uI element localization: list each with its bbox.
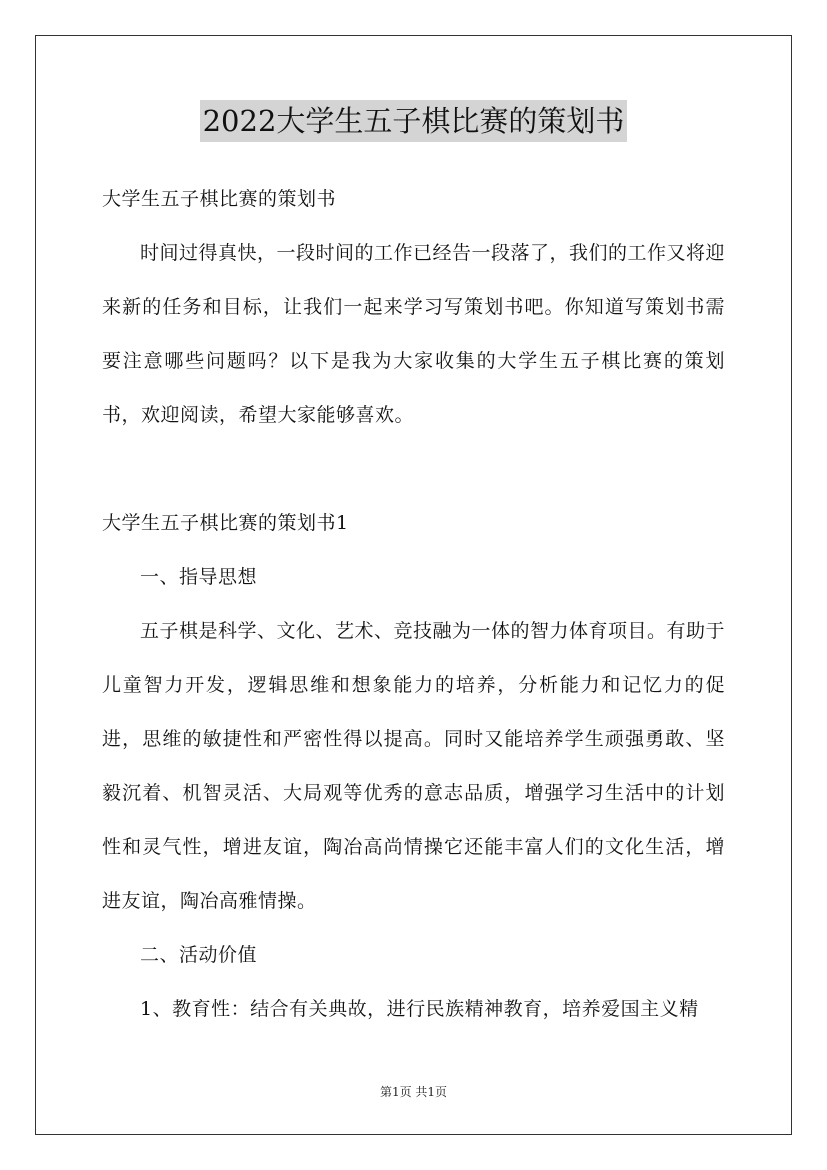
page-footer: 第1页 共1页	[379, 1085, 448, 1099]
document-title: 2022大学生五子棋比赛的策划书	[200, 100, 628, 142]
body-paragraph-educational: 1、教育性：结合有关典故，进行民族精神教育，培养爱国主义精	[140, 998, 699, 1020]
title-container	[0, 100, 827, 142]
heading-activity-value: 二、活动价值	[140, 944, 258, 966]
document-body	[102, 172, 725, 1036]
intro-paragraph: 时间过得真快，一段时间的工作已经告一段落了，我们的工作又将迎来新的任务和目标，让我们一起来学习写策划书吧。你知道写策划书需要注意哪些问题吗？以下是我为大家收集的大学生五子棋比赛的策划书，欢迎阅读，希望大家能够喜欢。	[102, 242, 726, 426]
heading-guiding-ideology: 一、指导思想	[140, 566, 258, 588]
section-heading: 大学生五子棋比赛的策划书1	[102, 512, 349, 534]
paragraph-gap	[102, 442, 725, 496]
body-paragraph: 五子棋是科学、文化、艺术、竞技融为一体的智力体育项目。有助于儿童智力开发，逻辑思维和想象能力的培养，分析能力和记忆力的促进，思维的敏捷性和严密性得以提高。同时又能培养学生顽强勇敢、坚毅沉着、机智灵活、大局观等优秀的意志品质，增强学习生活中的计划性和灵气性，增进友谊，陶冶高尚情操它还能丰富人们的文化生活，增进友谊，陶冶高雅情操。	[102, 620, 726, 912]
subtitle-paragraph: 大学生五子棋比赛的策划书	[102, 188, 337, 210]
